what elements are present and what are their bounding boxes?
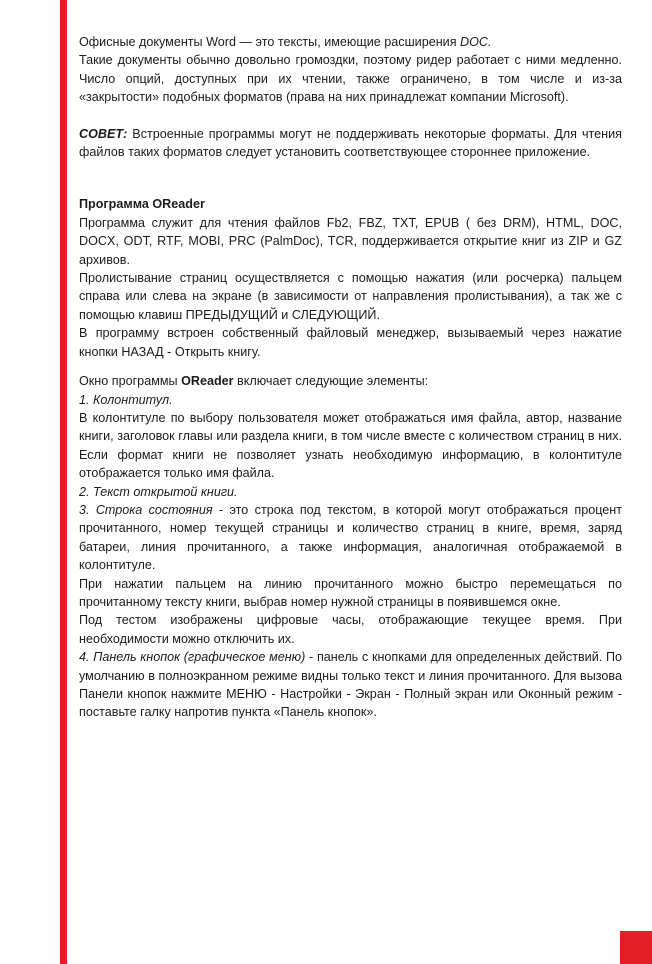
item1-text: В колонтитуле по выбору пользователя может отображаться имя файла, автор, название книги, заголовок главы или раздела книги, в том числе вместе с количеством страниц в них. Если формат книги не позволяет узнать необходимую информацию, в колонтитуле отображается только имя файла. — [79, 410, 622, 481]
document-body — [79, 33, 622, 722]
item3-extra1: При нажатии пальцем на линию прочитанного можно быстро перемещаться по прочитанному тексту книги, выбрав номер нужной страницы в появившемся окне. — [79, 576, 622, 609]
oreader-heading: Программа OReader — [79, 197, 205, 212]
word-docs-body: Такие документы обычно довольно громоздки, поэтому ридер работает с ними медленно. Число опций, доступных при их чтении, также ограничено, в том числе и из-за «закрытости» подобных форматов (права на них принадлежат компании Microsoft). — [79, 53, 622, 105]
advice-paragraph: СОВЕТ: Встроенные программы могут не поддерживать некоторые форматы. Для чтения файлов таких форматов следует установить соответствующее стороннее приложение. — [79, 126, 622, 160]
item3-title: 3. Строка состояния — [79, 502, 213, 517]
item2-title: 2. Текст открытой книги. — [79, 484, 238, 499]
word-docs-intro: Офисные документы Word — это тексты, имеющие расширения DOC. — [79, 35, 492, 49]
advice-label: СОВЕТ: — [79, 126, 128, 141]
oreader-file-manager: В программу встроен собственный файловый менеджер, вызываемый через нажатие кнопки НАЗАД - Открыть книгу. — [79, 326, 622, 359]
red-corner-marker — [620, 931, 652, 964]
doc-extension: DOC. — [460, 35, 492, 49]
item3-extra2: Под тестом изображены цифровые часы, отображающие текущее время. При необходимости можно отключить их. — [79, 613, 622, 646]
oreader-formats: Программа служит для чтения файлов Fb2, FBZ, TXT, EPUB ( без DRM), HTML, DOC, DOCX, ODT, RTF, MOBI, PRC (PalmDoc), TCR, поддерживается открытие книг из ZIP и GZ архивов. — [79, 215, 622, 267]
item4-paragraph: 4. Панель кнопок (графическое меню) - панель с кнопками для определенных действий. По умолчанию в полноэкранном режиме видны только текст и линия прочитанного. Для вызова Панели кнопок нажмите МЕНЮ - Настройки - Экран - Полный экран или Оконный режим - поставьте галку напротив пункта «Панель кнопок». — [79, 650, 622, 720]
item3-paragraph: 3. Строка состояния - это строка под текстом, в которой могут отображаться процент прочитанного, номер текущей страницы и количество страниц в книге, время, заряд батареи, линия прочитанного, а также информация, аналогичная отображаемой в колонтитуле. — [79, 502, 622, 573]
item1-title: 1. Колонтитул. — [79, 392, 173, 407]
oreader-paging: Пролистывание страниц осуществляется с помощью нажатия (или росчерка) пальцем справа или слева на экране (в зависимости от направления пролистывания), а так же с помощью клавиш ПРЕДЫДУЩИЙ и СЛЕДУЮЩИЙ. — [79, 271, 622, 322]
item4-title: 4. Панель кнопок (графическое меню) — [79, 650, 306, 665]
red-margin-bar — [60, 0, 67, 964]
window-intro: Окно программы OReader включает следующие элементы: — [79, 374, 429, 389]
